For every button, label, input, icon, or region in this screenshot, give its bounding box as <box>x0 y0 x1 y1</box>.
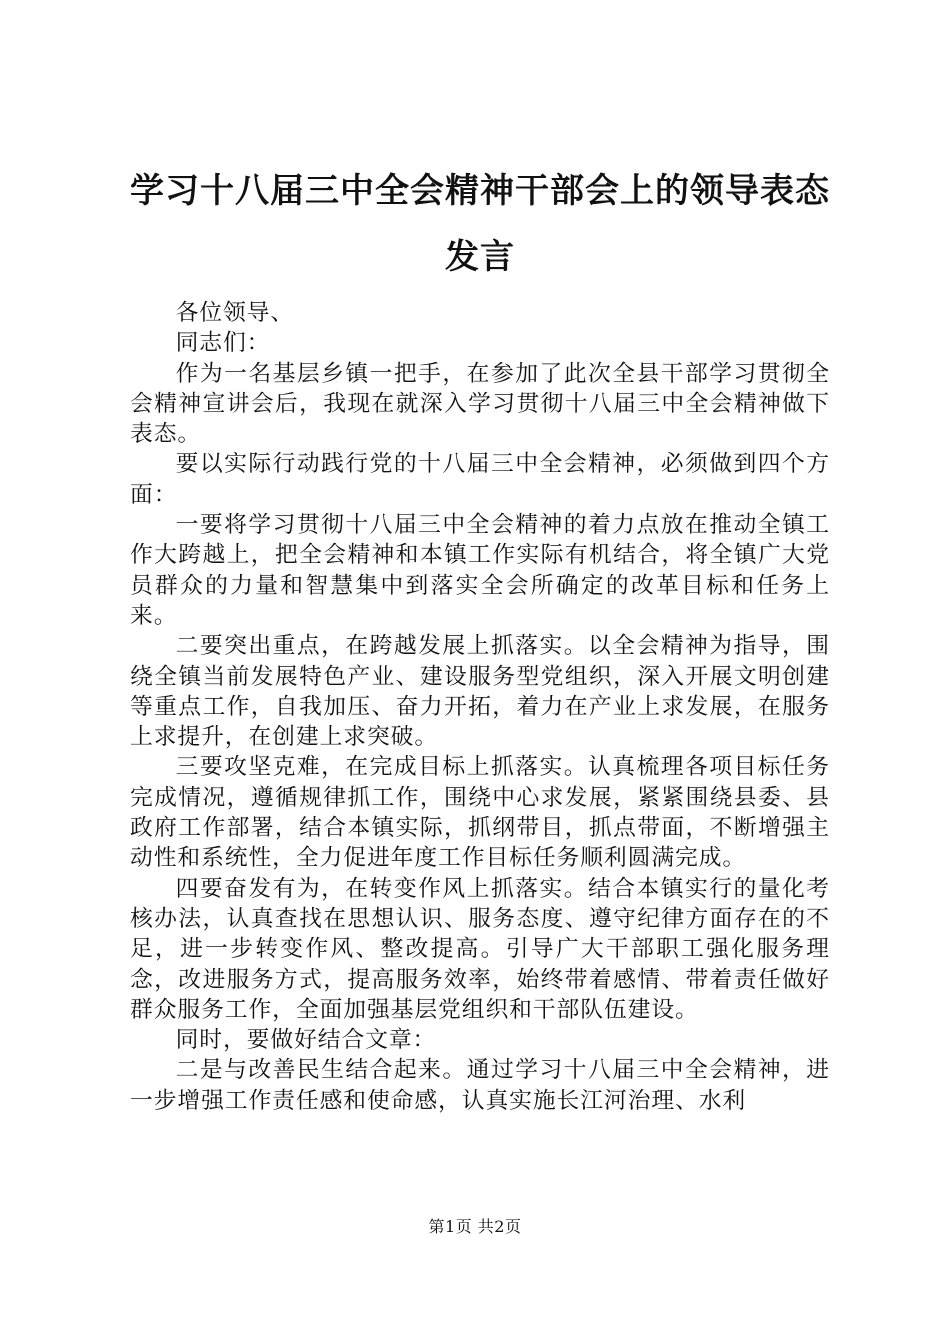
paragraph-intro: 作为一名基层乡镇一把手，在参加了此次全县干部学习贯彻全会精神宣讲会后，我现在就深入学习贯彻十八届三中全会精神做下表态。 <box>130 360 830 448</box>
paragraph-four-aspects: 要以实际行动践行党的十八届三中全会精神，必须做到四个方面： <box>130 451 830 508</box>
paragraph-livelihood: 二是与改善民生结合起来。通过学习十八届三中全会精神，进一步增强工作责任感和使命感，认真实施长江河治理、水利 <box>130 1057 830 1114</box>
page-title: 学习十八届三中全会精神干部会上的领导表态发言 <box>130 171 830 277</box>
paragraph-point-1: 一要将学习贯彻十八届三中全会精神的着力点放在推动全镇工作大跨越上，把全会精神和本镇工作实际有机结合，将全镇广大党员群众的力量和智慧集中到落实全会所确定的改革目标和任务上来。 <box>130 512 830 629</box>
paragraph-point-3: 三要攻坚克难，在完成目标上抓落实。认真梳理各项目标任务完成情况，遵循规律抓工作，围绕中心求发展，紧紧围绕县委、县政府工作部署，结合本镇实际，抓纲带目，抓点带面，不断增强主动性和系统性，全力促进年度工作目标任务顺利圆满完成。 <box>130 754 830 872</box>
paragraph-combine: 同时，要做好结合文章： <box>175 1027 437 1054</box>
paragraph-salutation-2: 同志们： <box>175 330 271 357</box>
page-footer: 第1页 共2页 <box>428 1217 522 1236</box>
paragraph-point-4: 四要奋发有为，在转变作风上抓落实。结合本镇实行的量化考核办法，认真查找在思想认识、服务态度、遵守纪律方面存在的不足，进一步转变作风、整改提高。引导广大干部职工强化服务理念，改进服务方式，提高服务效率，始终带着感情、带着责任做好群众服务工作，全面加强基层党组织和干部队伍建设。 <box>130 875 830 1023</box>
paragraph-salutation-1: 各位领导、 <box>175 300 295 326</box>
paragraph-point-2: 二要突出重点，在跨越发展上抓落实。以全会精神为指导，围绕全镇当前发展特色产业、建设服务型党组织，深入开展文明创建等重点工作，自我加压、奋力开拓，着力在产业上求发展，在服务上求提升，在创建上求突破。 <box>130 633 830 751</box>
document-body <box>130 298 830 1116</box>
